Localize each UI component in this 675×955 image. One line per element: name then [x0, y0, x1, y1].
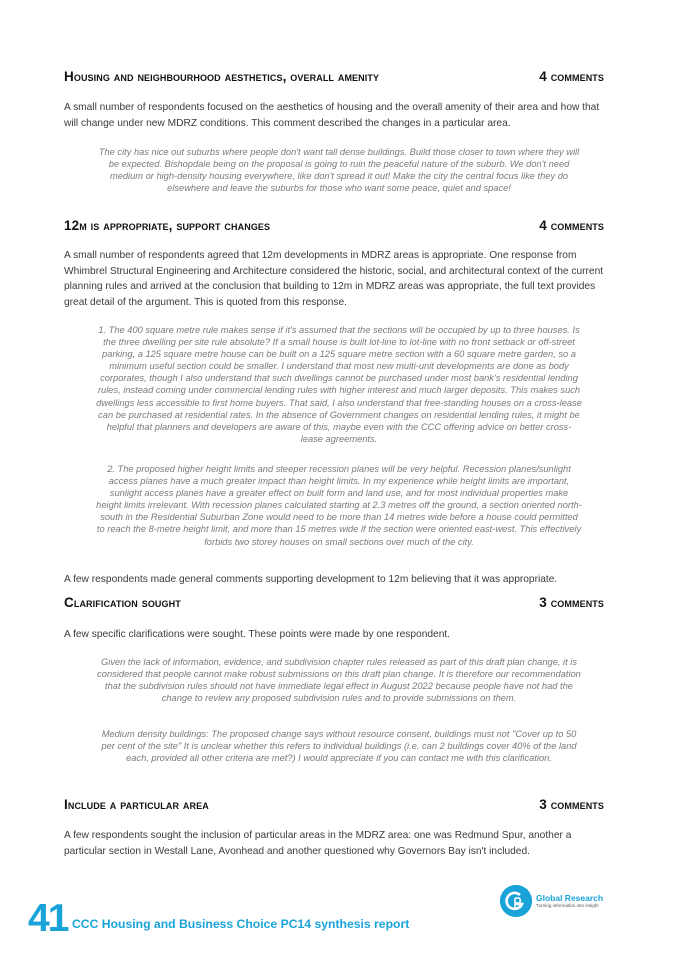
section-title: 12m is appropriate, support changes — [64, 218, 271, 233]
section-outro: A few respondents made general comments supporting development to 12m believing that it was appropriate. — [64, 574, 558, 585]
comment-count: 3 comments — [539, 797, 604, 812]
logo-tagline: Turning information into insight — [536, 903, 599, 908]
section-intro: A few specific clarifications were sought. These points were made by one respondent. — [64, 629, 451, 640]
section-title: Clarification sought — [64, 595, 181, 610]
section-heading-aesthetics — [64, 69, 604, 84]
respondent-quote: Medium density buildings: The proposed change says without resource consent, buildings must not "Cover up to 50 per cent of the site" It is unclear whether this refers to individual buildings (i.e. can 2 buildings cover 40% of the land each, provided all other criteria are met?) I would appreciate if you can contact me with this clarification. — [101, 729, 577, 764]
report-title: CCC Housing and Business Choice PC14 synthesis report — [72, 917, 410, 931]
logo-name: Global Research — [536, 893, 604, 903]
respondent-quote: The city has nice out suburbs where people don't want tall dense buildings. Build those closer to town where they will be expected. Bishopdale being on the proposal is going to ruin the peaceful nature of the suburb. We don't need medium or high-density housing everywhere, like don't spread it out! Make the city the central focus like they do elsewhere and leave the suburbs for those who want some peace, quiet and space! — [98, 147, 580, 194]
section-intro: A few respondents sought the inclusion of particular areas in the MDRZ area: one was Redmund Spur, another a particular section in Westall Lane, Avonhead and another questioned why Governors Bay isn't included. — [64, 830, 572, 857]
section-heading-clarification — [64, 595, 604, 610]
section-heading-12m — [64, 218, 604, 233]
comment-count: 4 comments — [539, 69, 604, 84]
respondent-quote: 1. The 400 square metre rule makes sense if it's assumed that the sections will be occupied by up to three houses. Is the three dwelling per site rule absolute? If a small house is built lot-line to lot-line with no front setback or off-street parking, a 125 square metre house can be built on a 125 square metre section with a 60 square metre garden, so a minimum useful section could be smaller. I understand that most new multi-unit developments are done as body corporates, though I also understand that such dwellings cannot be purchased under most bank's residential lending rules, instead coming under commercial lending rules with higher interest and much larger deposits. This makes such dwellings less accessible to first home buyers. That said, I also understand that free-standing houses on a cross-lease can be purchased at residential rates. In the absence of Government changes on residential lending rules, it might be helpful that planners and developers are aware of this, maybe even with the CCC offering advice on better cross-lease agreements. — [96, 325, 582, 444]
section-heading-include-area — [64, 797, 604, 812]
page-number: 41 — [28, 897, 68, 940]
section-title: Include a particular area — [64, 797, 209, 812]
section-title: Housing and neighbourhood aesthetics, overall amenity — [64, 69, 380, 84]
respondent-quote: Given the lack of information, evidence, and subdivision chapter rules released as part of this draft plan change, it is considered that people cannot make robust submissions on this draft plan change. It is therefore our recommendation that the subdivision rules should not have immediate legal effect in August 2022 because people have not had the change to review any proposed subdivision rules and to provide submissions on them. — [97, 657, 581, 704]
global-research-logo — [500, 885, 603, 917]
comment-count: 4 comments — [539, 218, 604, 233]
respondent-quote: 2. The proposed higher height limits and steeper recession planes will be very helpful. Recession planes/sunlight access planes have a much greater impact than height limits. In my experience while height limits are important, sunlight access planes have a greater effect on built form and land use, and for most individual properties make height limits irrelevant. With recession planes calculated starting at 2.3 metres off the ground, a section oriented north-south in the Residential Suburban Zone would need to be more than 14 metres wide before a house could permitted to reach the 8-metre height limit, and more than 15 metres wide if the section were oriented east-west. This effectively forbids two storey houses on small sections over much of the city. — [96, 464, 582, 547]
logo-mark-icon — [500, 885, 532, 917]
section-intro: A small number of respondents agreed that 12m developments in MDRZ areas is appropriate. One response from Whimbrel Structural Engineering and Architecture considered the historic, social, and architectural context of the current planning rules and arrived at the conclusion that building to 12m in MDRZ areas was appropriate, the full text provides great detail of the argument. This is quoted from this response. — [64, 250, 604, 308]
comment-count: 3 comments — [539, 595, 604, 610]
section-intro: A small number of respondents focused on the aesthetics of housing and the overall amenity of their area and how that will change under new MDRZ conditions. This comment described the changes in a particular area. — [64, 102, 600, 129]
